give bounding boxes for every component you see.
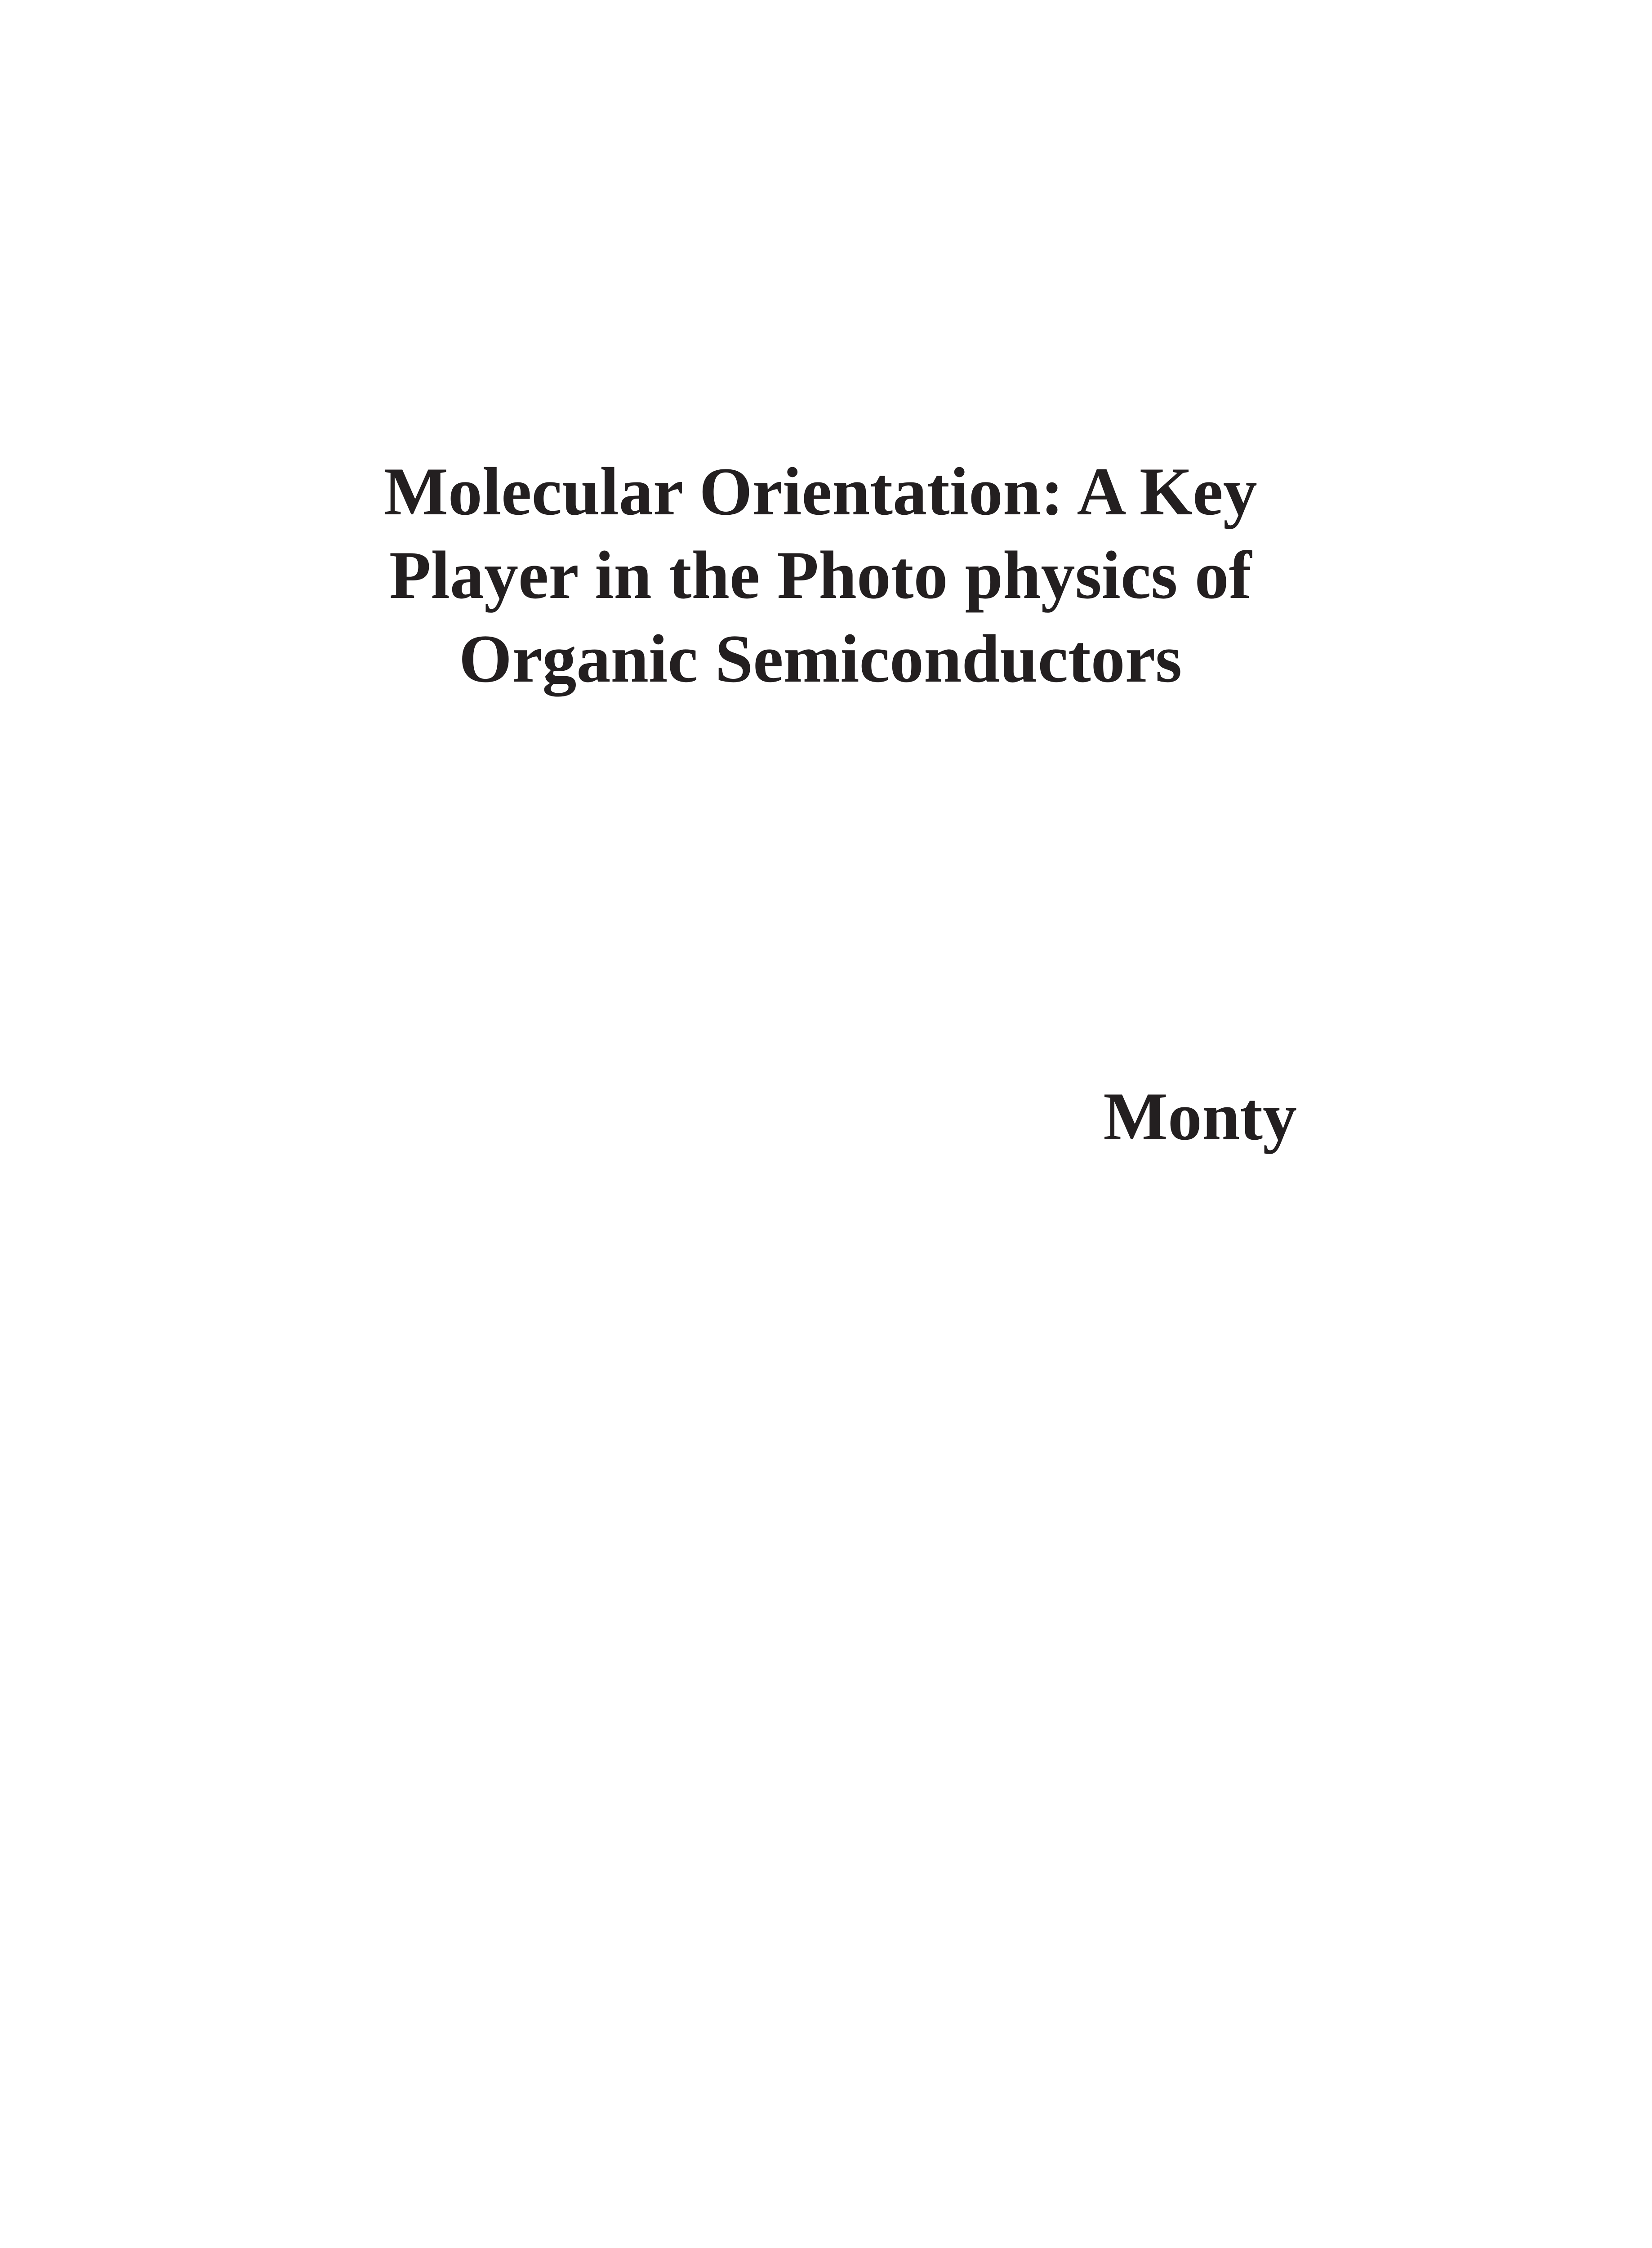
- book-title: [315, 450, 1326, 700]
- title-line-1: Molecular Orientation: A Key: [383, 454, 1257, 529]
- author-name: Monty: [1103, 1079, 1297, 1154]
- title-line-2: Player in the Photo physics of: [389, 537, 1252, 613]
- title-line-3: Organic Semiconductors: [459, 621, 1182, 696]
